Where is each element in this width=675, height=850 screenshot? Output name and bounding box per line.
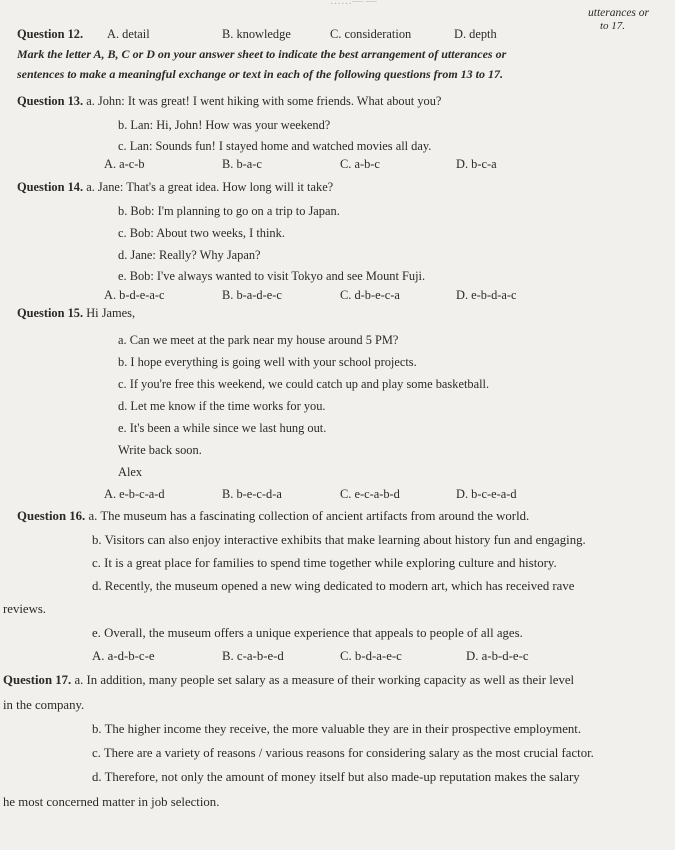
q15-greeting: Hi James, bbox=[86, 306, 136, 320]
q14-option-d[interactable]: D. e-b-d-a-c bbox=[456, 288, 517, 302]
q17-sentence-d-continuation: he most concerned matter in job selection. bbox=[3, 795, 220, 809]
q13-label: Question 13. bbox=[17, 94, 84, 108]
q12-option-d[interactable]: D. depth bbox=[454, 27, 497, 41]
q12-label: Question 12. bbox=[17, 27, 84, 41]
q12-option-b[interactable]: B. knowledge bbox=[222, 27, 291, 41]
q15-sentence-b: b. I hope everything is going well with your school projects. bbox=[118, 355, 417, 369]
q14-label: Question 14. bbox=[17, 180, 84, 194]
side-note-line-1: utterances or bbox=[588, 7, 650, 19]
q13-line-a bbox=[17, 94, 441, 109]
q14-utterance-a: a. Jane: That's a great idea. How long will it take? bbox=[86, 180, 334, 194]
q15-sentence-e: e. It's been a while since we last hung out. bbox=[118, 421, 327, 435]
q15-label: Question 15. bbox=[17, 306, 84, 320]
q14-option-c[interactable]: C. d-b-e-c-a bbox=[340, 288, 400, 302]
q17-sentence-c: c. There are a variety of reasons / various reasons for considering salary as the most crucial factor. bbox=[92, 746, 594, 760]
q17-sentence-a: a. In addition, many people set salary as a measure of their working capacity as well as their level bbox=[74, 673, 575, 687]
q15-sentence-c: c. If you're free this weekend, we could catch up and play some basketball. bbox=[118, 377, 490, 391]
q15-option-d[interactable]: D. b-c-e-a-d bbox=[456, 487, 517, 501]
q13-utterance-b: b. Lan: Hi, John! How was your weekend? bbox=[118, 118, 331, 132]
q17-line-a bbox=[3, 673, 574, 688]
q17-label: Question 17. bbox=[3, 673, 72, 687]
q14-option-b[interactable]: B. b-a-d-e-c bbox=[222, 288, 282, 302]
q14-line-a bbox=[17, 180, 333, 195]
q13-option-a[interactable]: A. a-c-b bbox=[104, 157, 145, 171]
q17-sentence-b: b. The higher income they receive, the more valuable they are in their prospective employment. bbox=[92, 722, 582, 736]
q15-signature: Alex bbox=[118, 465, 143, 479]
q16-option-b[interactable]: B. c-a-b-e-d bbox=[222, 649, 284, 663]
q15-sentence-a: a. Can we meet at the park near my house around 5 PM? bbox=[118, 333, 399, 347]
q15-header bbox=[17, 306, 135, 321]
q14-option-a[interactable]: A. b-d-e-a-c bbox=[104, 288, 165, 302]
q15-sentence-d: d. Let me know if the time works for you. bbox=[118, 399, 326, 413]
q14-utterance-e: e. Bob: I've always wanted to visit Tokyo and see Mount Fuji. bbox=[118, 269, 426, 283]
q12-option-a[interactable]: A. detail bbox=[107, 27, 150, 41]
q13-option-b[interactable]: B. b-a-c bbox=[222, 157, 262, 171]
q12-option-c[interactable]: C. consideration bbox=[330, 27, 412, 41]
q13-utterance-c: c. Lan: Sounds fun! I stayed home and watched movies all day. bbox=[118, 139, 432, 153]
q15-closing: Write back soon. bbox=[118, 443, 202, 457]
side-note-line-2: to 17. bbox=[600, 20, 626, 32]
q14-utterance-d: d. Jane: Really? Why Japan? bbox=[118, 248, 261, 262]
q16-sentence-e: e. Overall, the museum offers a unique experience that appeals to people of all ages. bbox=[92, 626, 523, 640]
q16-sentence-d-continuation: reviews. bbox=[3, 602, 46, 616]
q16-option-c[interactable]: C. b-d-a-e-c bbox=[340, 649, 402, 663]
q17-sentence-d: d. Therefore, not only the amount of money itself but also made-up reputation makes the salary bbox=[92, 770, 580, 784]
q16-option-d[interactable]: D. a-b-d-e-c bbox=[466, 649, 529, 663]
q16-sentence-b: b. Visitors can also enjoy interactive exhibits that make learning about history fun and engaging. bbox=[92, 533, 586, 547]
q15-option-b[interactable]: B. b-e-c-d-a bbox=[222, 487, 282, 501]
q14-utterance-b: b. Bob: I'm planning to go on a trip to Japan. bbox=[118, 204, 340, 218]
q16-option-a[interactable]: A. a-d-b-c-e bbox=[92, 649, 155, 663]
q16-sentence-c: c. It is a great place for families to spend time together while exploring culture and history. bbox=[92, 556, 557, 570]
q17-sentence-a-continuation: in the company. bbox=[3, 698, 85, 712]
q14-utterance-c: c. Bob: About two weeks, I think. bbox=[118, 226, 285, 240]
q13-option-c[interactable]: C. a-b-c bbox=[340, 157, 380, 171]
q16-sentence-a: a. The museum has a fascinating collection of ancient artifacts from around the world. bbox=[88, 509, 530, 523]
instruction-line-1: Mark the letter A, B, C or D on your answer sheet to indicate the best arrangement of utterances or bbox=[17, 47, 507, 61]
instruction-line-2: sentences to make a meaningful exchange or text in each of the following questions from 13 to 17. bbox=[17, 67, 504, 81]
faint-header-text: ……— — bbox=[330, 0, 377, 7]
q13-utterance-a: a. John: It was great! I went hiking with some friends. What about you? bbox=[86, 94, 442, 108]
q13-option-d[interactable]: D. b-c-a bbox=[456, 157, 497, 171]
q16-label: Question 16. bbox=[17, 509, 86, 523]
q15-option-c[interactable]: C. e-c-a-b-d bbox=[340, 487, 400, 501]
q16-line-a bbox=[17, 509, 529, 524]
q16-sentence-d: d. Recently, the museum opened a new wing dedicated to modern art, which has received rave bbox=[92, 579, 575, 593]
q15-option-a[interactable]: A. e-b-c-a-d bbox=[104, 487, 165, 501]
